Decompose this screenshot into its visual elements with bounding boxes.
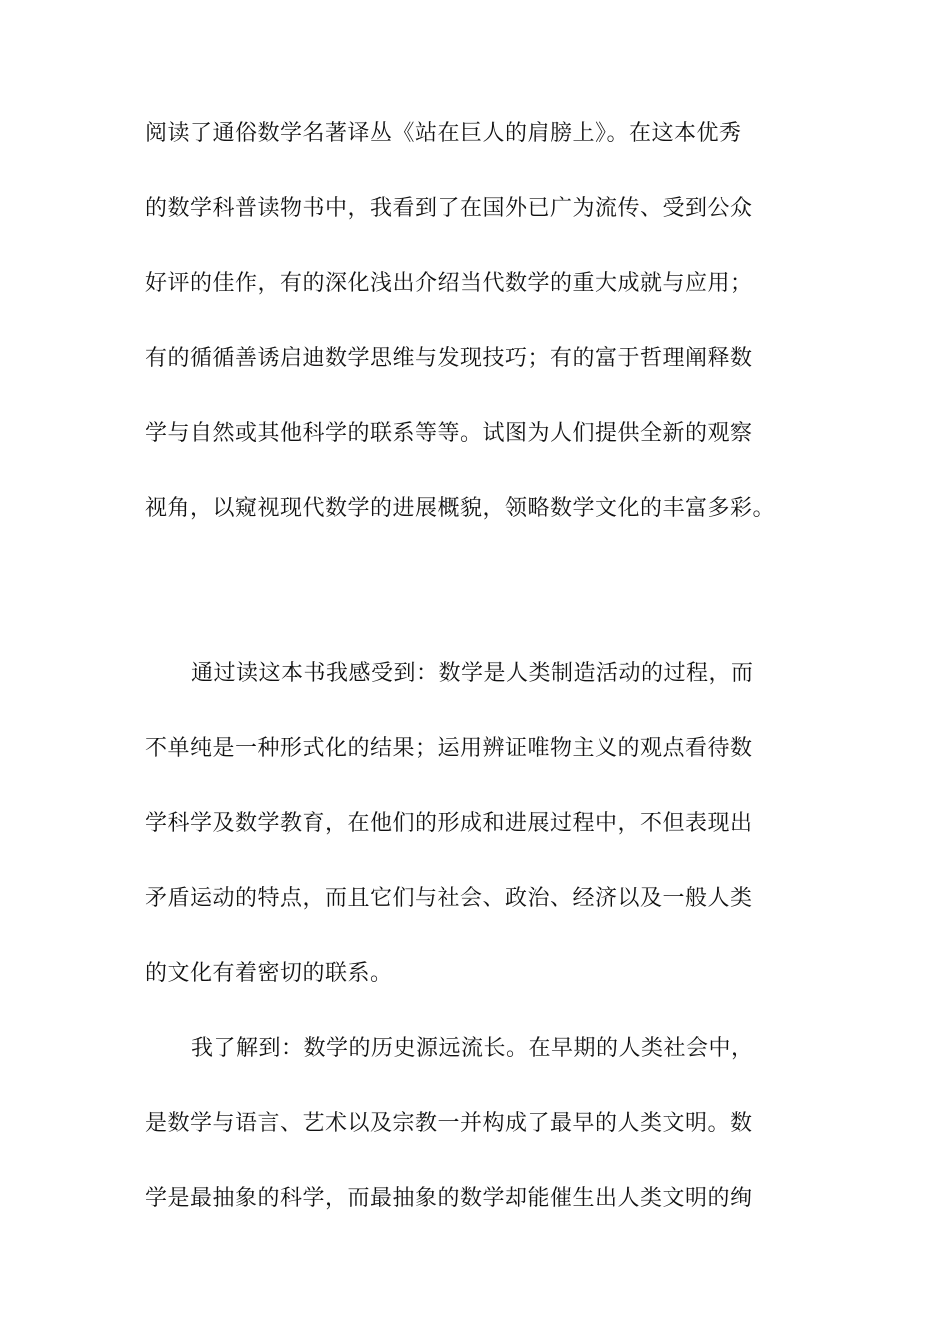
- paragraph-line: 阅读了通俗数学名著译丛《站在巨人的肩膀上》。在这本优秀: [145, 121, 742, 146]
- paragraph-line: 学科学及数学教育，在他们的形成和进展过程中，不但表现出: [145, 811, 753, 836]
- paragraph-line: 矛盾运动的特点，而且它们与社会、政治、经济以及一般人类: [145, 886, 753, 911]
- paragraph-line: 学与自然或其他科学的联系等等。试图为人们提供全新的观察: [145, 421, 753, 446]
- paragraph-line: 的数学科普读物书中，我看到了在国外已广为流传、受到公众: [145, 196, 753, 221]
- paragraph-line: 的文化有着密切的联系。: [145, 961, 393, 986]
- paragraph-line: 好评的佳作，有的深化浅出介绍当代数学的重大成就与应用；: [145, 271, 753, 296]
- paragraph-line: 视角，以窥视现代数学的进展概貌，领略数学文化的丰富多彩。: [145, 496, 776, 521]
- paragraph-2: [145, 636, 805, 1011]
- paragraph-line: 我了解到：数学的历史源远流长。在早期的人类社会中，: [191, 1036, 754, 1061]
- paragraph-line: 学是最抽象的科学，而最抽象的数学却能催生出人类文明的绚: [145, 1186, 753, 1211]
- paragraph-line: 有的循循善诱启迪数学思维与发现技巧；有的富于哲理阐释数: [145, 346, 753, 371]
- paragraph-line: 是数学与语言、艺术以及宗教一并构成了最早的人类文明。数: [145, 1111, 753, 1136]
- paragraph-line: 通过读这本书我感受到：数学是人类制造活动的过程，而: [191, 661, 754, 686]
- paragraph-line: 不单纯是一种形式化的结果；运用辨证唯物主义的观点看待数: [145, 736, 753, 761]
- paragraph-1: [145, 96, 805, 546]
- paragraph-3: [145, 1011, 805, 1236]
